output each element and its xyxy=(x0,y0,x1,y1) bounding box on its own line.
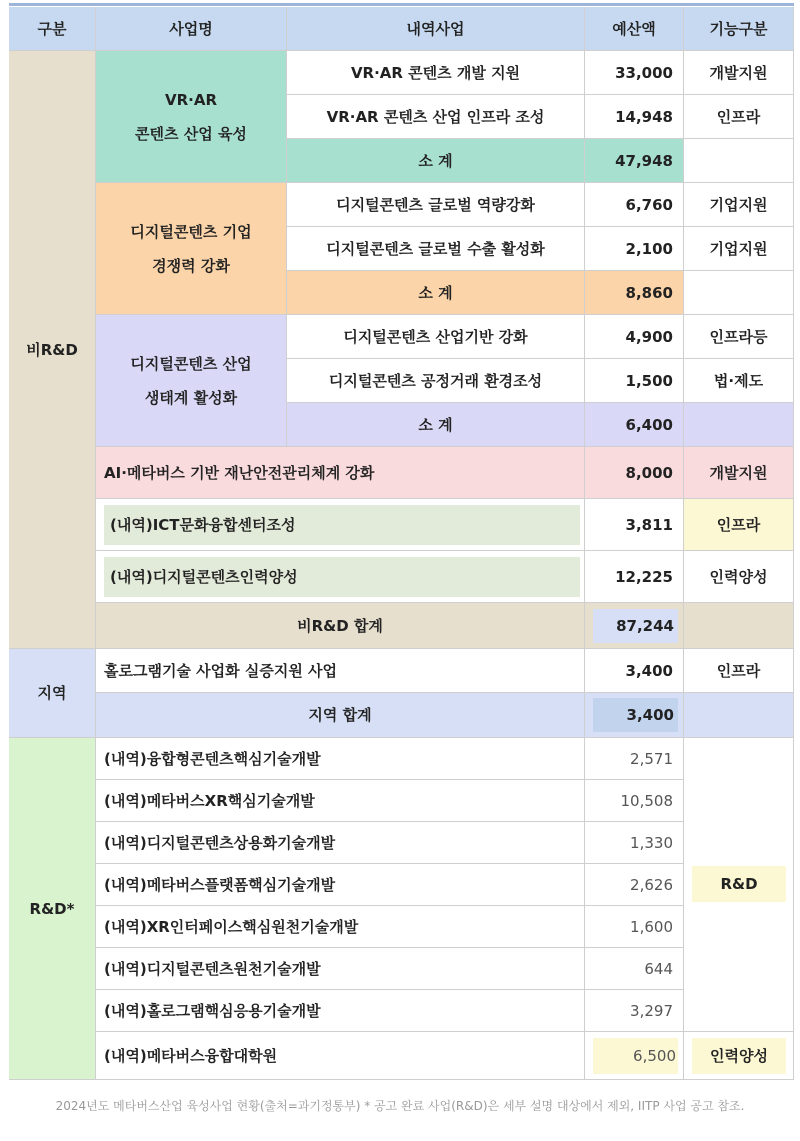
subprogram-name: VR·AR 콘텐츠 산업 인프라 조성 xyxy=(287,95,585,139)
category-region: 지역 xyxy=(9,649,96,738)
subprogram-name: (내역)메타버스융합대학원 xyxy=(96,1032,585,1080)
function-value: 법·제도 xyxy=(684,359,794,403)
total-label: 지역 합계 xyxy=(96,693,585,738)
subprogram-name: 디지털콘텐츠 공정거래 환경조성 xyxy=(287,359,585,403)
function-value: 인프라 xyxy=(684,95,794,139)
subtotal-value: 6,400 xyxy=(585,403,684,447)
budget-value: 4,900 xyxy=(585,315,684,359)
subprogram-name: (내역)디지털콘텐츠인력양성 xyxy=(104,557,580,597)
budget-value: 1,600 xyxy=(585,906,684,948)
category-rnd: R&D* xyxy=(9,738,96,1080)
subtotal-label: 소 계 xyxy=(287,403,585,447)
subtotal-value: 47,948 xyxy=(585,139,684,183)
subprogram-name: (내역)메타버스플랫폼핵심기술개발 xyxy=(96,864,585,906)
total-cell xyxy=(585,693,684,738)
table-top-rule xyxy=(9,3,794,6)
function-value: 기업지원 xyxy=(684,183,794,227)
program-ecosystem-line2: 생태계 활성화 xyxy=(144,388,238,407)
total-value: 3,400 xyxy=(593,698,678,732)
function-value: 인력양성 xyxy=(692,1038,786,1074)
budget-value: 6,500 xyxy=(593,1038,678,1074)
program-vrar-line1: VR·AR xyxy=(164,90,218,109)
subprogram-name: 디지털콘텐츠 산업기반 강화 xyxy=(287,315,585,359)
header-program: 사업명 xyxy=(96,7,287,51)
function-value: 인프라 xyxy=(684,499,794,551)
total-value: 87,244 xyxy=(593,609,678,643)
function-value: R&D xyxy=(692,866,786,902)
budget-cell xyxy=(585,1032,684,1080)
subprogram-cell xyxy=(96,499,585,551)
budget-value: 12,225 xyxy=(585,551,684,603)
function-value: 기업지원 xyxy=(684,227,794,271)
subprogram-name: (내역)융합형콘텐츠핵심기술개발 xyxy=(96,738,585,780)
subprogram-name: (내역)메타버스XR핵심기술개발 xyxy=(96,780,585,822)
budget-value: 3,811 xyxy=(585,499,684,551)
subprogram-name: (내역)XR인터페이스핵심원천기술개발 xyxy=(96,906,585,948)
function-empty xyxy=(684,139,794,183)
program-vrar xyxy=(96,51,287,183)
budget-table xyxy=(9,7,794,1080)
function-cell-rnd xyxy=(684,738,794,1032)
function-value: 개발지원 xyxy=(684,447,794,499)
subprogram-name: (내역)홀로그램핵심응용기술개발 xyxy=(96,990,585,1032)
budget-value: 14,948 xyxy=(585,95,684,139)
subtotal-value: 8,860 xyxy=(585,271,684,315)
subprogram-name: VR·AR 콘텐츠 개발 지원 xyxy=(287,51,585,95)
program-ecosystem-line1: 디지털콘텐츠 산업 xyxy=(130,354,252,373)
budget-value: 2,571 xyxy=(585,738,684,780)
subprogram-name: 홀로그램기술 사업화 실증지원 사업 xyxy=(96,649,585,693)
header-category: 구분 xyxy=(9,7,96,51)
budget-value: 2,100 xyxy=(585,227,684,271)
subprogram-name: 디지털콘텐츠 글로벌 수출 활성화 xyxy=(287,227,585,271)
function-value: 인력양성 xyxy=(684,551,794,603)
program-competitiveness xyxy=(96,183,287,315)
function-value: 개발지원 xyxy=(684,51,794,95)
function-empty xyxy=(684,603,794,649)
total-label: 비R&D 합계 xyxy=(96,603,585,649)
subprogram-cell xyxy=(96,551,585,603)
function-value: 인프라 xyxy=(684,649,794,693)
function-empty xyxy=(684,271,794,315)
subprogram-name: (내역)ICT문화융합센터조성 xyxy=(104,505,580,545)
header-function: 기능구분 xyxy=(684,7,794,51)
budget-value: 8,000 xyxy=(585,447,684,499)
budget-value: 2,626 xyxy=(585,864,684,906)
program-competitiveness-line2: 경쟁력 강화 xyxy=(152,256,230,275)
budget-value: 3,297 xyxy=(585,990,684,1032)
function-empty xyxy=(684,403,794,447)
subprogram-name: AI·메타버스 기반 재난안전관리체계 강화 xyxy=(96,447,585,499)
subprogram-name: (내역)디지털콘텐츠상용화기술개발 xyxy=(96,822,585,864)
budget-value: 1,500 xyxy=(585,359,684,403)
budget-value: 1,330 xyxy=(585,822,684,864)
function-value: 인프라등 xyxy=(684,315,794,359)
program-competitiveness-line1: 디지털콘텐츠 기업 xyxy=(130,222,252,241)
budget-value: 10,508 xyxy=(585,780,684,822)
budget-value: 33,000 xyxy=(585,51,684,95)
program-vrar-line2: 콘텐츠 산업 육성 xyxy=(135,124,247,143)
subprogram-name: (내역)디지털콘텐츠원천기술개발 xyxy=(96,948,585,990)
budget-value: 644 xyxy=(585,948,684,990)
subtotal-label: 소 계 xyxy=(287,271,585,315)
subtotal-label: 소 계 xyxy=(287,139,585,183)
category-non-rnd: 비R&D xyxy=(9,51,96,649)
header-budget: 예산액 xyxy=(585,7,684,51)
function-empty xyxy=(684,693,794,738)
budget-value: 3,400 xyxy=(585,649,684,693)
function-cell xyxy=(684,1032,794,1080)
subprogram-name: 디지털콘텐츠 글로벌 역량강화 xyxy=(287,183,585,227)
program-ecosystem xyxy=(96,315,287,447)
header-subprogram: 내역사업 xyxy=(287,7,585,51)
budget-value: 6,760 xyxy=(585,183,684,227)
total-cell xyxy=(585,603,684,649)
image-caption: 2024년도 메타버스산업 육성사업 현황(출처=과기정통부) * 공고 완료 사업(R&D)은 세부 설명 대상에서 제외, IITP 사업 공고 참조. xyxy=(55,1099,745,1113)
